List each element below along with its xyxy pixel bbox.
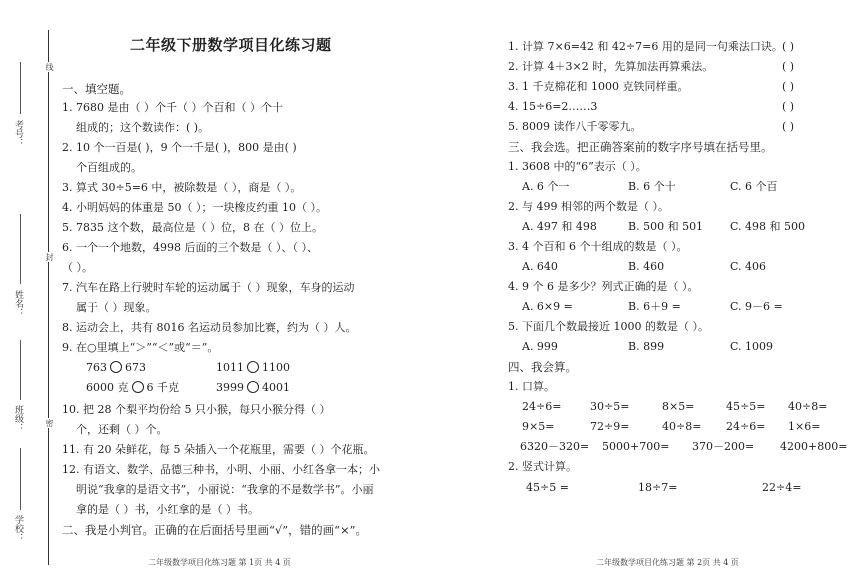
- compare-2-left: 1011: [216, 361, 244, 374]
- class-blank[interactable]: [20, 340, 21, 400]
- judge-1: 1. 计算 7×6=42 和 42÷7=6 用的是同一句乘法口诀。: [508, 40, 783, 53]
- judge-2: 2. 计算 4＋3×2 时，先算加法再算乘法。: [508, 60, 714, 73]
- choice-1-option-c: C. 6 个百: [730, 180, 778, 193]
- oral-item: 24÷6=: [522, 400, 562, 413]
- exam-number-blank[interactable]: [20, 62, 21, 114]
- page-footer: 二年级数学项目化练习题 第 1页 共 4 页: [148, 558, 291, 567]
- compare-1-right: 673: [125, 361, 146, 374]
- choice-4-option-b: B. 6＋9 =: [628, 300, 681, 313]
- choice-3-option-a: A. 640: [522, 260, 558, 273]
- judge-5-bracket[interactable]: ( ): [782, 120, 795, 133]
- question-6-line-1: 6. 一个一个地数，4998 后面的三个数是（ ）、（ ）、: [62, 241, 318, 254]
- oral-item: 8×5=: [662, 400, 695, 413]
- question-11: 11. 有 20 朵鲜花，每 5 朵插入一个花瓶里，需要（ ）个花瓶。: [62, 443, 375, 456]
- choice-4-option-a: A. 6×9 =: [522, 300, 573, 313]
- vertical-item-2: 18÷7=: [638, 481, 678, 494]
- choice-3-option-c: C. 406: [730, 260, 767, 273]
- question-10-line-2: 个，还剩（ ）个。: [76, 423, 168, 436]
- oral-item: 1×6=: [788, 420, 821, 433]
- question-12-line-3: 拿的是（ ）书，小红拿的是（ ）书。: [76, 503, 259, 516]
- choice-2-option-c: C. 498 和 500: [730, 220, 806, 233]
- compare-4-left: 3999: [216, 381, 244, 394]
- judge-1-bracket[interactable]: ( ): [782, 40, 795, 53]
- name-blank[interactable]: [20, 214, 21, 284]
- oral-calc-heading: 1. 口算。: [508, 380, 555, 393]
- compare-1-left: 763: [86, 361, 107, 374]
- compare-circle[interactable]: [247, 381, 259, 393]
- school-label: 学校：: [13, 515, 23, 542]
- page-title: 二年级下册数学项目化练习题: [130, 36, 332, 54]
- compare-2-right: 1100: [262, 361, 290, 374]
- section-calc-heading: 四、我会算。: [508, 360, 577, 374]
- judge-4: 4. 15÷6=2……3: [508, 100, 598, 113]
- question-10-line-1: 10. 把 28 个梨平均份给 5 只小猴，每只小猴分得（ ）: [62, 403, 331, 416]
- binding-line: [48, 30, 49, 565]
- question-5: 5. 7835 这个数，最高位是（ ）位，8 在（ ）位上。: [62, 221, 323, 234]
- seal-mark-line: 线: [45, 63, 54, 71]
- choice-3-option-b: B. 460: [628, 260, 665, 273]
- compare-row-2: [86, 381, 179, 395]
- oral-item: 9×5=: [522, 420, 555, 433]
- judge-2-bracket[interactable]: ( ): [782, 60, 795, 73]
- section-judge-heading: 二、我是小判官。正确的在后面括号里画“√”，错的画“×”。: [62, 523, 367, 537]
- oral-item: 6320－320=: [520, 440, 590, 453]
- vertical-item-1: 45÷5 =: [526, 481, 569, 494]
- compare-circle[interactable]: [132, 381, 144, 393]
- judge-5: 5. 8009 读作八千零零九。: [508, 120, 642, 133]
- question-12-line-2: 明说“我拿的是语文书”，小丽说：“我拿的不是数学书”。小丽: [76, 483, 374, 496]
- choice-5: 5. 下面几个数最接近 1000 的数是（ ）。: [508, 320, 709, 333]
- compare-3-left: 6000 克: [86, 381, 129, 394]
- question-9: 9. 在○里填上“＞”“＜”或“＝”。: [62, 341, 219, 354]
- vertical-item-3: 22÷4=: [762, 481, 802, 494]
- school-blank[interactable]: [20, 448, 21, 510]
- choice-2-option-a: A. 497 和 498: [522, 220, 597, 233]
- choice-2-option-b: B. 500 和 501: [628, 220, 704, 233]
- question-7-line-2: 属于（ ）现象。: [76, 301, 157, 314]
- question-12-line-1: 12. 有语文、数学、品德三种书，小明、小丽、小红各拿一本；小: [62, 463, 380, 476]
- oral-item: 45÷5=: [726, 400, 766, 413]
- question-3: 3. 算式 30÷5=6 中，被除数是（ ），商是（ ）。: [62, 181, 302, 194]
- judge-4-bracket[interactable]: ( ): [782, 100, 795, 113]
- compare-circle[interactable]: [110, 361, 122, 373]
- choice-4-option-c: C. 9－6 =: [730, 300, 783, 313]
- compare-row-1b: [216, 361, 290, 375]
- oral-item: 4200+800=: [780, 440, 848, 453]
- seal-mark-seal: 封: [45, 253, 54, 261]
- choice-3: 3. 4 个百和 6 个十组成的数是（ ）。: [508, 240, 688, 253]
- choice-1: 1. 3608 中的“6”表示（ ）。: [508, 160, 647, 173]
- seal-mark-secret: 密: [45, 419, 54, 427]
- choice-4: 4. 9 个 6 是多少？列式正确的是（ ）。: [508, 280, 699, 293]
- compare-4-right: 4001: [262, 381, 290, 394]
- compare-circle[interactable]: [247, 361, 259, 373]
- choice-2: 2. 与 499 相邻的两个数是（ ）。: [508, 200, 669, 213]
- question-8: 8. 运动会上，共有 8016 名运动员参加比赛，约为（ ）人。: [62, 321, 357, 334]
- question-7-line-1: 7. 汽车在路上行驶时车轮的运动属于（ ）现象，车身的运动: [62, 281, 355, 294]
- question-4: 4. 小明妈妈的体重是 50（ ）；一块橡皮约重 10（ ）。: [62, 201, 327, 214]
- oral-item: 370－200=: [692, 440, 755, 453]
- question-1-line-2: 组成的；这个数读作：( )。: [76, 121, 210, 134]
- section-choose-heading: 三、我会选。把正确答案前的数字序号填在括号里。: [508, 140, 773, 154]
- choice-1-option-b: B. 6 个十: [628, 180, 676, 193]
- oral-item: 40÷8=: [662, 420, 702, 433]
- oral-item: 72÷9=: [590, 420, 630, 433]
- question-2-line-2: 个百组成的。: [76, 161, 142, 174]
- choice-5-option-a: A. 999: [522, 340, 558, 353]
- section-fill-blank-heading: 一、填空题。: [62, 82, 131, 96]
- page-footer: 二年级数学项目化练习题 第 2页 共 4 页: [596, 558, 739, 567]
- oral-item: 24÷6=: [726, 420, 766, 433]
- exam-number-label: 考号：: [13, 120, 23, 147]
- question-1-line-1: 1. 7680 是由（ ）个千（ ）个百和（ ）个十: [62, 101, 283, 114]
- judge-3: 3. 1 千克棉花和 1000 克铁同样重。: [508, 80, 689, 93]
- compare-row-1: [86, 361, 146, 375]
- oral-item: 30÷5=: [590, 400, 630, 413]
- oral-item: 5000+700=: [602, 440, 670, 453]
- right-page: [430, 0, 860, 583]
- choice-5-option-c: C. 1009: [730, 340, 774, 353]
- class-label: 班级：: [13, 405, 23, 432]
- choice-5-option-b: B. 899: [628, 340, 665, 353]
- name-label: 姓名：: [13, 290, 23, 317]
- compare-3-right: 6 千克: [146, 381, 179, 394]
- question-6-line-2: （ ）。: [62, 261, 93, 274]
- question-2-line-1: 2. 10 个一百是( )，9 个一千是( )，800 是由( ): [62, 141, 297, 154]
- compare-row-2b: [216, 381, 290, 395]
- choice-1-option-a: A. 6 个一: [522, 180, 570, 193]
- judge-3-bracket[interactable]: ( ): [782, 80, 795, 93]
- vertical-calc-heading: 2. 竖式计算。: [508, 460, 577, 473]
- oral-item: 40÷8=: [788, 400, 828, 413]
